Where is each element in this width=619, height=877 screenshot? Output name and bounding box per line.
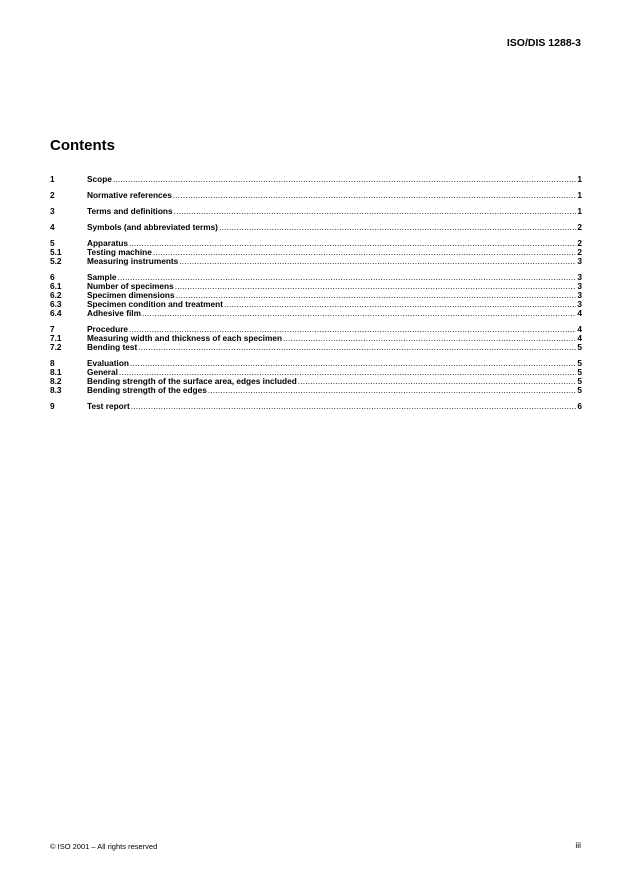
toc-entry-page: 4	[577, 325, 582, 334]
toc-dot-leader	[208, 386, 577, 395]
toc-entry[interactable]	[50, 282, 582, 291]
toc-entry-number: 6.4	[50, 309, 62, 318]
toc-dot-leader	[129, 325, 576, 334]
toc-entry-page: 4	[577, 309, 582, 318]
toc-entry-page: 3	[577, 273, 582, 282]
toc-entry-number: 8	[50, 359, 55, 368]
toc-entry-title: Measuring instruments	[87, 257, 179, 266]
toc-entry-number: 6.2	[50, 291, 62, 300]
toc-entry-title: Apparatus	[87, 239, 129, 248]
toc-entry-title: Specimen condition and treatment	[87, 300, 223, 309]
toc-dot-leader	[138, 343, 576, 352]
toc-entry-title: Specimen dimensions	[87, 291, 175, 300]
toc-dot-leader	[131, 402, 577, 411]
toc-entry[interactable]	[50, 257, 582, 266]
toc-entry-page: 2	[577, 239, 582, 248]
toc-entry-number: 3	[50, 207, 55, 216]
toc-dot-leader	[174, 207, 577, 216]
toc-entry-title: Terms and definitions	[87, 207, 173, 216]
toc-entry-page: 4	[577, 334, 582, 343]
toc-entry-page: 3	[577, 282, 582, 291]
toc-entry-number: 8.2	[50, 377, 62, 386]
toc-entry[interactable]	[50, 239, 582, 248]
toc-entry-title: Scope	[87, 175, 112, 184]
toc-entry-page: 2	[577, 223, 582, 232]
toc-entry[interactable]	[50, 359, 582, 368]
toc-dot-leader	[298, 377, 577, 386]
toc-entry-page: 5	[577, 368, 582, 377]
toc-entry-page: 3	[577, 291, 582, 300]
toc-entry-page: 1	[577, 175, 582, 184]
toc-entry-page: 1	[577, 191, 582, 200]
toc-entry-number: 5.1	[50, 248, 62, 257]
toc-entry-number: 8.3	[50, 386, 62, 395]
toc-entry[interactable]	[50, 377, 582, 386]
toc-entry-title: Test report	[87, 402, 130, 411]
toc-entry-number: 5.2	[50, 257, 62, 266]
toc-entry[interactable]	[50, 386, 582, 395]
toc-entry-number: 2	[50, 191, 55, 200]
toc-entry[interactable]	[50, 300, 582, 309]
toc-entry[interactable]	[50, 191, 582, 200]
toc-entry[interactable]	[50, 402, 582, 411]
toc-entry-page: 2	[577, 248, 582, 257]
toc-entry-number: 6.1	[50, 282, 62, 291]
toc-entry-number: 7	[50, 325, 55, 334]
toc-dot-leader	[142, 309, 576, 318]
toc-entry[interactable]	[50, 223, 582, 232]
toc-entry[interactable]	[50, 309, 582, 318]
toc-entry-title: Adhesive film	[87, 309, 141, 318]
toc-entry[interactable]	[50, 175, 582, 184]
toc-dot-leader	[219, 223, 576, 232]
toc-entry-title: General	[87, 368, 118, 377]
toc-dot-leader	[175, 282, 577, 291]
toc-entry-title: Bending strength of the edges	[87, 386, 207, 395]
toc-entry-number: 6.3	[50, 300, 62, 309]
toc-entry[interactable]	[50, 325, 582, 334]
toc-entry-title: Sample	[87, 273, 117, 282]
toc-dot-leader	[130, 359, 576, 368]
toc-entry-title: Normative references	[87, 191, 172, 200]
toc-entry-title: Measuring width and thickness of each specimen	[87, 334, 283, 343]
toc-entry-title: Testing machine	[87, 248, 152, 257]
toc-dot-leader	[179, 257, 576, 266]
toc-dot-leader	[113, 175, 576, 184]
toc-entry[interactable]	[50, 273, 582, 282]
toc-dot-leader	[283, 334, 576, 343]
toc-dot-leader	[118, 273, 577, 282]
toc-entry-number: 1	[50, 175, 55, 184]
toc-entry-number: 9	[50, 402, 55, 411]
toc-entry-title: Procedure	[87, 325, 129, 334]
toc-entry-page: 6	[577, 402, 582, 411]
toc-entry-number: 7.2	[50, 343, 62, 352]
toc-entry-page: 5	[577, 343, 582, 352]
page-number: iii	[575, 840, 581, 850]
copyright-notice: © ISO 2001 – All rights reserved	[50, 842, 158, 851]
toc-entry[interactable]	[50, 343, 582, 352]
toc-dot-leader	[224, 300, 576, 309]
toc-entry-number: 5	[50, 239, 55, 248]
toc-dot-leader	[119, 368, 576, 377]
toc-entry-title: Number of specimens	[87, 282, 174, 291]
toc-entry[interactable]	[50, 291, 582, 300]
toc-entry-page: 3	[577, 300, 582, 309]
contents-title: Contents	[50, 137, 115, 154]
toc-entry-title: Bending strength of the surface area, edges included	[87, 377, 297, 386]
toc-entry[interactable]	[50, 248, 582, 257]
toc-entry-number: 8.1	[50, 368, 62, 377]
toc-entry-title: Evaluation	[87, 359, 129, 368]
toc-entry-number: 4	[50, 223, 55, 232]
toc-entry-number: 7.1	[50, 334, 62, 343]
toc-dot-leader	[176, 291, 577, 300]
toc-entry-page: 3	[577, 257, 582, 266]
toc-entry-page: 5	[577, 386, 582, 395]
toc-entry[interactable]	[50, 368, 582, 377]
table-of-contents	[50, 175, 582, 411]
toc-dot-leader	[129, 239, 576, 248]
toc-dot-leader	[153, 248, 577, 257]
toc-entry-page: 1	[577, 207, 582, 216]
toc-entry[interactable]	[50, 207, 582, 216]
toc-entry-number: 6	[50, 273, 55, 282]
document-id: ISO/DIS 1288-3	[506, 37, 581, 49]
toc-dot-leader	[173, 191, 577, 200]
toc-entry[interactable]	[50, 334, 582, 343]
toc-entry-page: 5	[577, 359, 582, 368]
toc-entry-title: Symbols (and abbreviated terms)	[87, 223, 218, 232]
toc-entry-page: 5	[577, 377, 582, 386]
toc-entry-title: Bending test	[87, 343, 138, 352]
